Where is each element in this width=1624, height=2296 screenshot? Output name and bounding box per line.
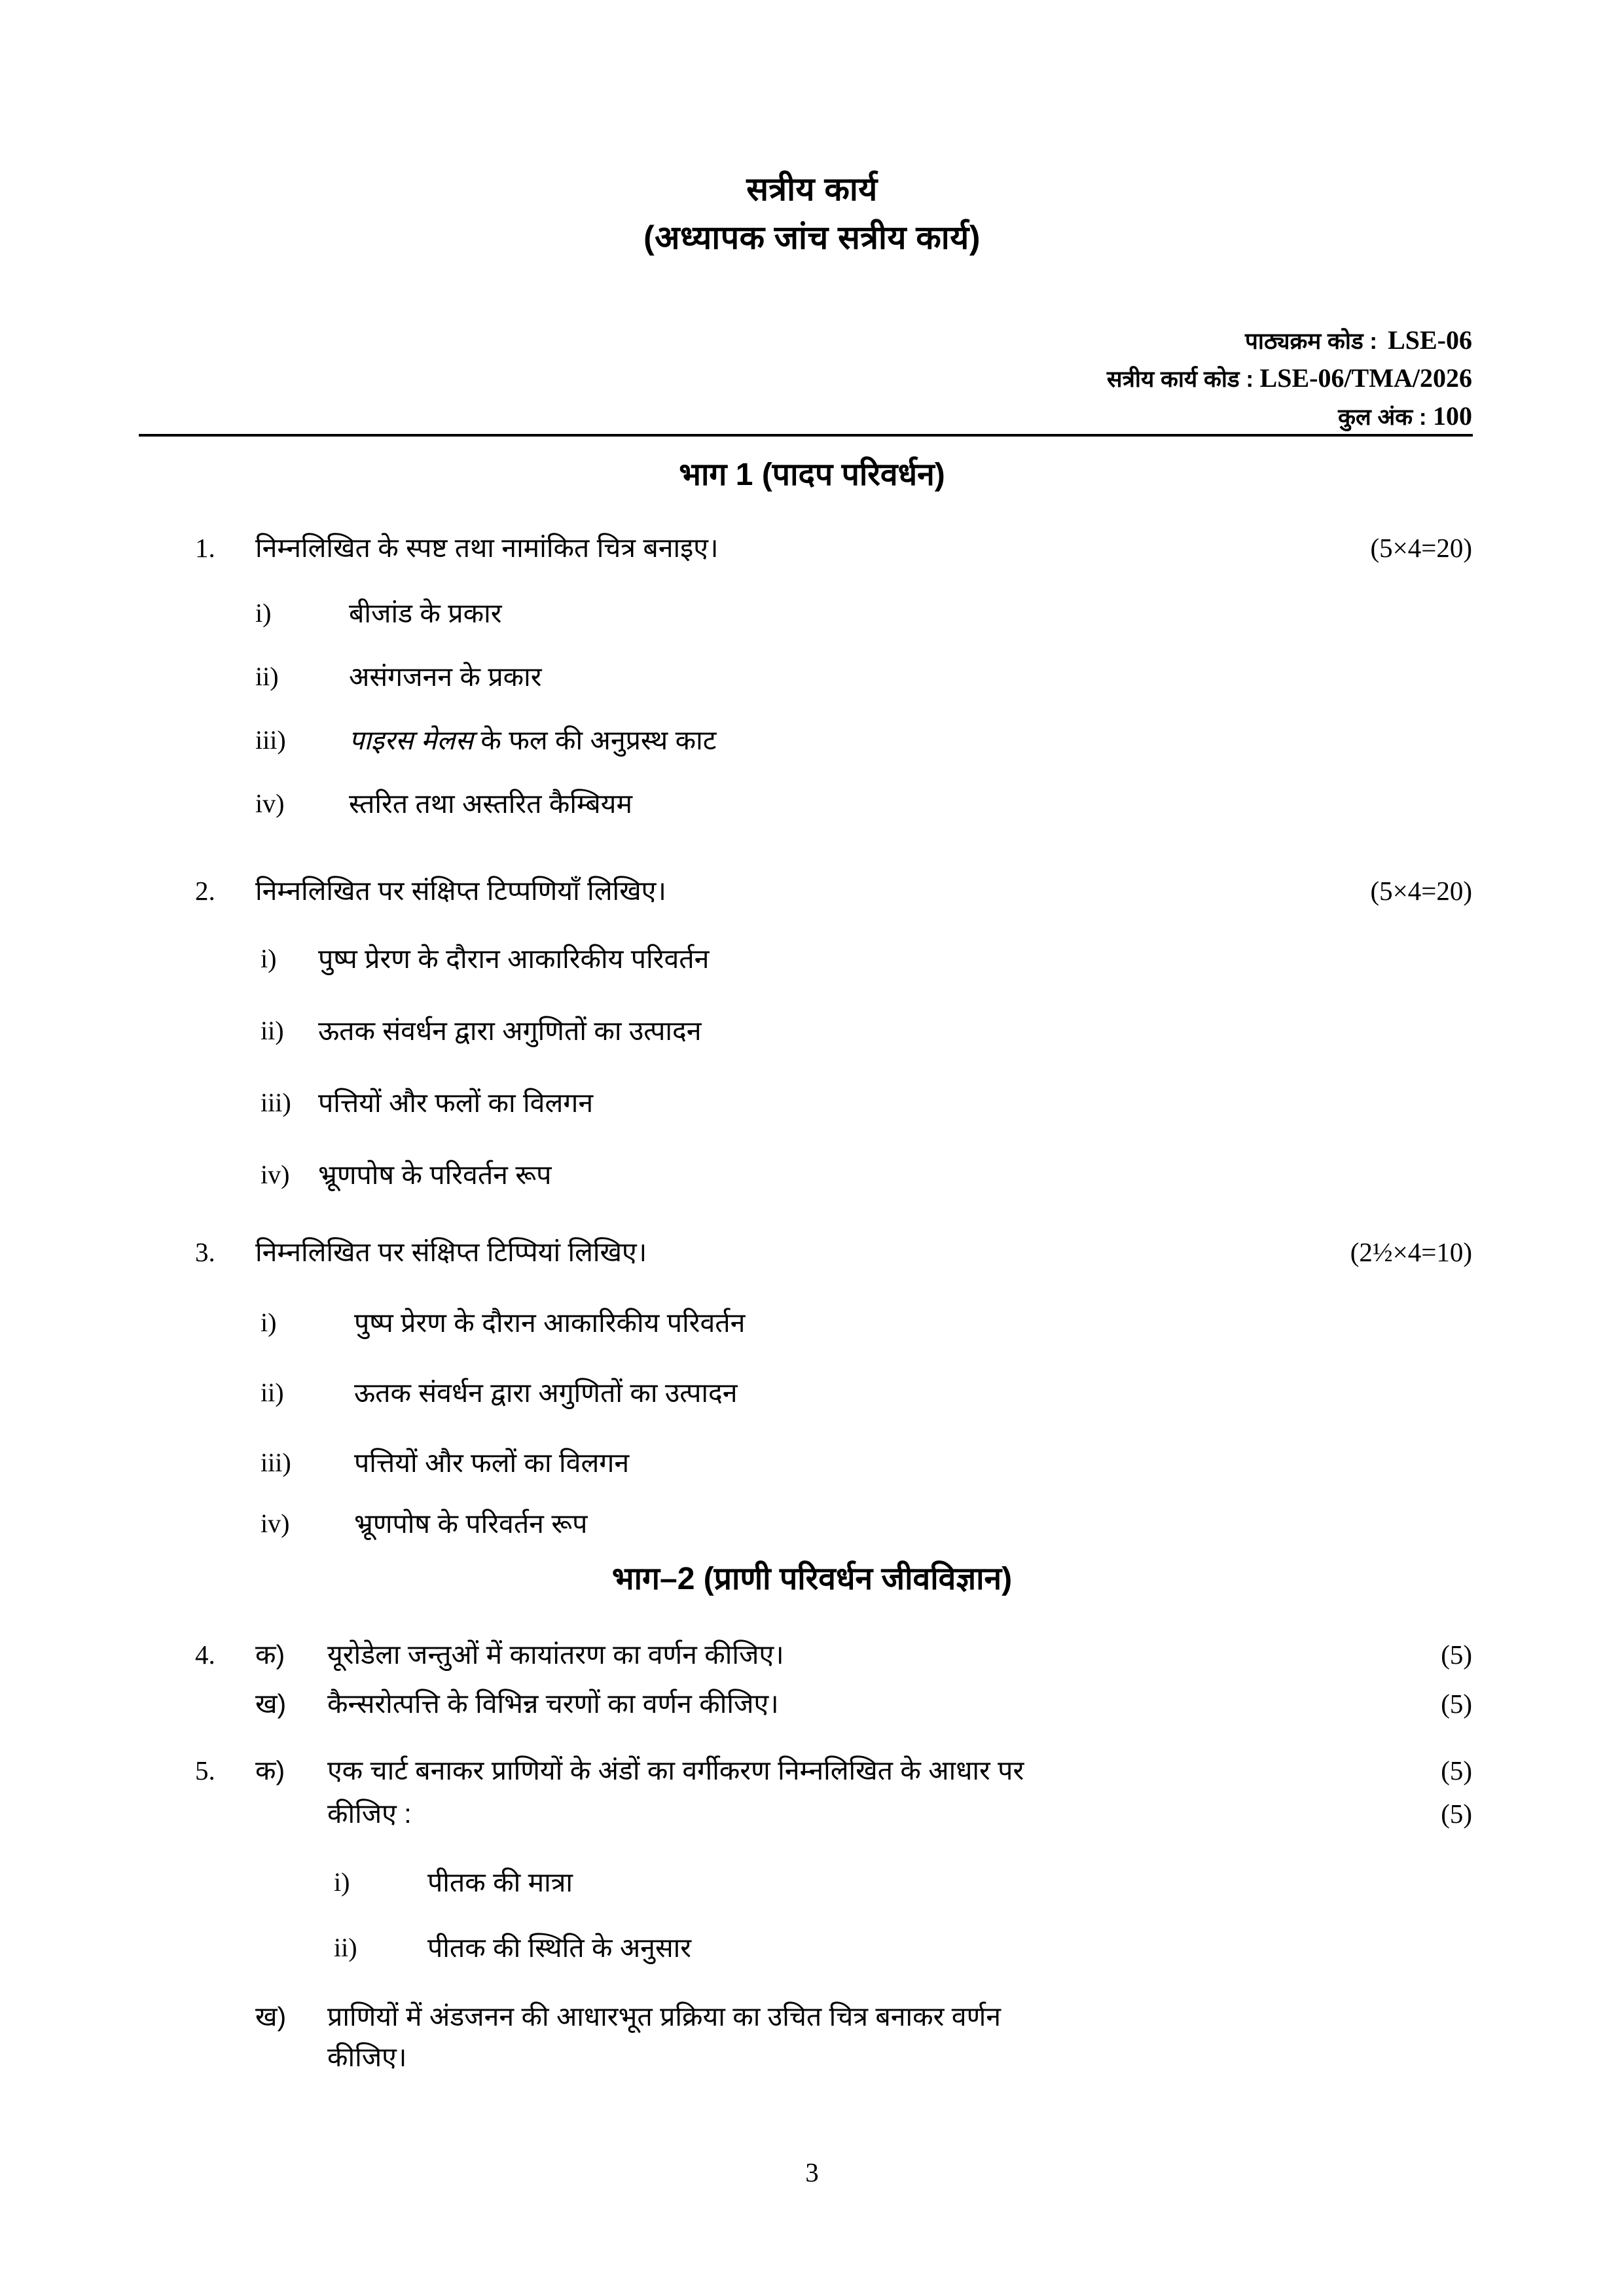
question-5-part-a-continued: [327, 1793, 412, 1834]
question-5-part-a-marks-1: (5): [1441, 1755, 1472, 1785]
item-label: iv): [261, 1160, 290, 1189]
course-code-value: LSE-06: [1388, 325, 1472, 355]
part2-heading: भाग–2 (प्राणी परिवर्धन जीवविज्ञान): [611, 1562, 1013, 1596]
item-text: [349, 720, 716, 761]
question-2: [195, 870, 1216, 911]
question-2-item-1: [261, 939, 709, 979]
question-3-number: 3.: [195, 1237, 215, 1267]
part-text: कैन्सरोत्पत्ति के विभिन्न चरणों का वर्णन कीजिए।: [327, 1689, 779, 1719]
item-label: iii): [255, 725, 286, 755]
part-label: ख): [255, 2001, 287, 2032]
item-label: ii): [255, 662, 279, 691]
item-label: i): [334, 1867, 350, 1897]
part-text-line-1: एक चार्ट बनाकर प्राणियों के अंडों का वर्गीकरण निम्नलिखित के आधार पर: [327, 1755, 1024, 1785]
question-3-item-1: [261, 1302, 745, 1343]
item-text: पुष्प प्रेरण के दौरान आकारिकीय परिवर्तन: [318, 944, 710, 974]
question-3-item-2: [261, 1372, 738, 1413]
title-line-2: (अध्यापक जांच सत्रीय कार्य): [643, 219, 981, 256]
part1-heading: भाग 1 (पादप परिवर्धन): [679, 457, 945, 492]
question-2-text: निम्नलिखित पर संक्षिप्त टिप्पणियाँ लिखिए।: [255, 876, 666, 906]
question-5-item-1: [334, 1862, 573, 1903]
question-1-number: 1.: [195, 533, 215, 563]
question-3-item-3: [261, 1443, 629, 1483]
question-2-marks: (5×4=20): [1370, 876, 1472, 906]
course-code-label: पाठ्यक्रम कोड :: [1245, 329, 1378, 354]
part-label: क): [255, 1640, 285, 1670]
item-text: पत्तियों और फलों का विलगन: [354, 1448, 630, 1478]
question-1-item-4: [255, 783, 632, 824]
question-1-item-1: [255, 593, 501, 634]
part-label: क): [255, 1755, 285, 1785]
item-text: भ्रूणपोष के परिवर्तन रूप: [318, 1160, 552, 1190]
item-text: ऊतक संवर्धन द्वारा अगुणितों का उत्पादन: [354, 1378, 738, 1408]
total-marks-value: 100: [1433, 401, 1472, 431]
course-code-row: [621, 322, 1472, 360]
item-label: i): [255, 598, 272, 628]
question-2-item-4: [261, 1155, 551, 1195]
item-text: स्तरित तथा अस्तरित कैम्बियम: [349, 789, 632, 819]
question-3: [195, 1232, 1216, 1272]
item-text: ऊतक संवर्धन द्वारा अगुणितों का उत्पादन: [318, 1016, 702, 1046]
item-text: भ्रूणपोष के परिवर्तन रूप: [354, 1509, 588, 1539]
header-divider: [139, 434, 1473, 437]
item-label: ii): [261, 1016, 284, 1045]
question-1-item-3: [255, 720, 716, 761]
question-2-number: 2.: [195, 876, 215, 906]
page-number: 3: [805, 2157, 819, 2187]
item-text: पीतक की मात्रा: [427, 1867, 573, 1897]
item-label: iv): [261, 1509, 290, 1538]
assignment-code-row: [621, 360, 1472, 398]
item-label: iii): [261, 1448, 291, 1477]
question-3-text: निम्नलिखित पर संक्षिप्त टिप्पियां लिखिए।: [255, 1237, 647, 1267]
species-name: पाइरस मेलस: [349, 725, 473, 755]
question-2-item-3: [261, 1083, 593, 1123]
question-5-part-a-marks-2: (5): [1441, 1799, 1472, 1829]
item-label: i): [261, 1308, 277, 1337]
question-5-item-2: [334, 1928, 691, 1968]
question-1-marks: (5×4=20): [1370, 533, 1472, 563]
item-text-rest: के फल की अनुप्रस्थ काट: [473, 725, 717, 755]
part-text: यूरोडेला जन्तुओं में कायांतरण का वर्णन कीजिए।: [327, 1640, 784, 1670]
item-text: पुष्प प्रेरण के दौरान आकारिकीय परिवर्तन: [354, 1308, 746, 1338]
question-1-item-2: [255, 656, 542, 697]
part-text-line-1: प्राणियों में अंडजनन की आधारभूत प्रक्रिया का उचित चित्र बनाकर वर्णन: [327, 2001, 1001, 2032]
question-4-part-a: [195, 1634, 784, 1675]
item-text: पीतक की स्थिति के अनुसार: [427, 1933, 692, 1963]
assignment-code-label: सत्रीय कार्य कोड :: [1106, 367, 1254, 392]
title-line-1: सत्रीय कार्य: [746, 171, 878, 207]
item-text: असंगजनन के प्रकार: [349, 662, 542, 692]
question-5-number: 5.: [195, 1755, 215, 1785]
item-text: पत्तियों और फलों का विलगन: [318, 1088, 594, 1118]
item-label: i): [261, 944, 277, 973]
total-marks-row: [621, 398, 1472, 436]
item-label: ii): [261, 1378, 284, 1407]
item-label: ii): [334, 1933, 357, 1962]
question-5-part-b: [255, 1996, 1257, 2037]
question-4-number: 4.: [195, 1640, 215, 1670]
part-text-line-2: कीजिए :: [327, 1799, 412, 1829]
course-code-block: [621, 322, 1472, 436]
question-4-part-a-marks: (5): [1441, 1640, 1472, 1670]
item-label: iii): [261, 1088, 291, 1117]
page-title: [0, 165, 1624, 262]
question-1-text: निम्नलिखित के स्पष्ट तथा नामांकित चित्र बनाइए।: [255, 533, 719, 563]
question-5-part-b-continued: [327, 2037, 406, 2077]
question-2-item-2: [261, 1011, 702, 1051]
question-3-marks: (2½×4=10): [1350, 1237, 1472, 1267]
item-label: iv): [255, 789, 285, 818]
question-3-item-4: [261, 1503, 587, 1544]
question-4-part-b: [195, 1683, 779, 1724]
part-text-line-2: कीजिए।: [327, 2042, 407, 2072]
assignment-code-value: LSE-06/TMA/2026: [1259, 363, 1472, 393]
question-1: [195, 528, 1216, 568]
item-text: बीजांड के प्रकार: [349, 598, 502, 628]
question-4-part-b-marks: (5): [1441, 1689, 1472, 1719]
total-marks-label: कुल अंक :: [1338, 404, 1427, 430]
part-label: ख): [255, 1689, 287, 1719]
question-5-part-a: [195, 1750, 1185, 1791]
